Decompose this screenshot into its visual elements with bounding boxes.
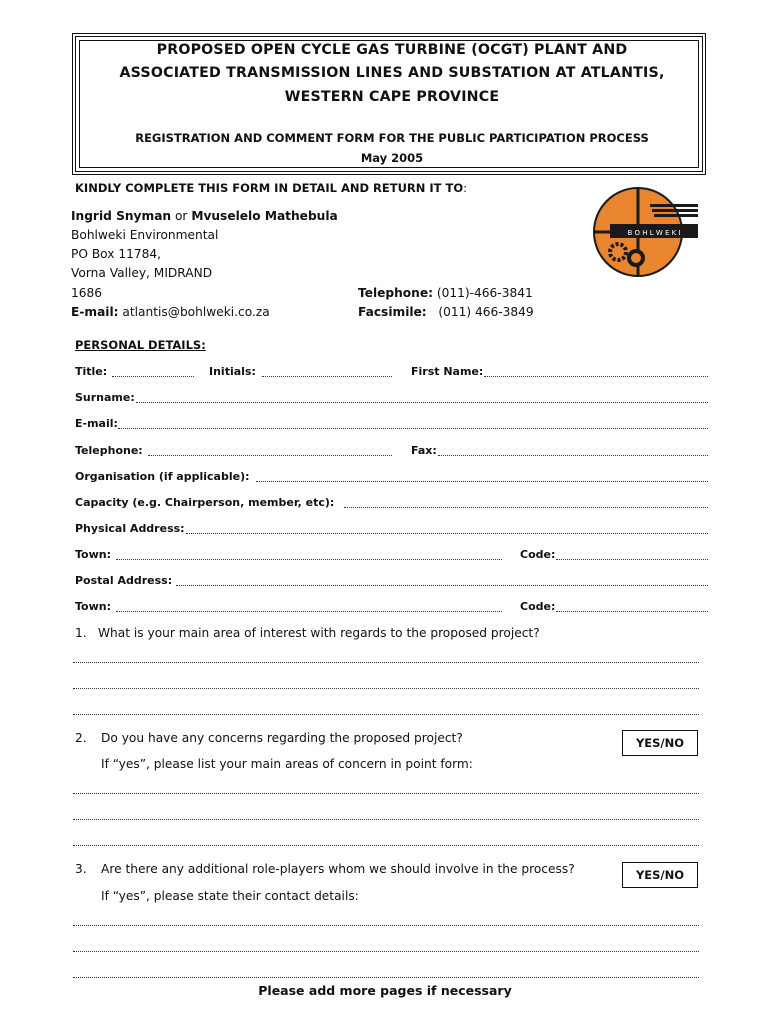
initials-label: Initials: [209, 365, 256, 378]
code-label: Code: [520, 548, 556, 561]
email-label: E-mail: [75, 417, 118, 430]
capacity-field[interactable] [344, 507, 708, 508]
contact-email-label: E-mail: [71, 305, 119, 319]
capacity-label: Capacity (e.g. Chairperson, member, etc): [75, 496, 335, 509]
answer-2-line-2[interactable] [73, 819, 699, 820]
contact-telephone: (011)-466-3841 [436, 286, 533, 300]
first-name-field[interactable] [484, 376, 708, 377]
contact-email[interactable]: atlantis@bohlweki.co.za [122, 305, 270, 319]
question-2: Do you have any concerns regarding the proposed project? [101, 731, 463, 745]
instruction-colon: : [463, 181, 468, 195]
postal-code-label: Code: [520, 600, 556, 613]
telephone-label: Telephone: [75, 444, 143, 457]
initials-field[interactable] [262, 376, 392, 377]
surname-field[interactable] [136, 402, 708, 403]
organisation-field[interactable] [256, 481, 708, 482]
town-field[interactable] [116, 559, 502, 560]
question-2-follow-up: If “yes”, please list your main areas of concern in point form: [101, 757, 473, 771]
question-2-number: 2. [75, 731, 87, 745]
postal-address-label: Postal Address: [75, 574, 173, 587]
contact-telephone-row [358, 286, 533, 300]
contact-postal-code: 1686 [71, 286, 103, 300]
question-1-number: 1. [75, 626, 87, 640]
physical-address-field[interactable] [186, 533, 708, 534]
answer-1-line-1[interactable] [73, 662, 699, 663]
contact-telephone-label: Telephone: [358, 286, 433, 300]
contact-email-row [71, 305, 270, 319]
surname-label: Surname: [75, 391, 135, 404]
fax-field[interactable] [438, 455, 708, 456]
physical-address-label: Physical Address: [75, 522, 185, 535]
instruction [75, 181, 467, 195]
contact-company: Bohlweki Environmental [71, 228, 219, 242]
postal-code-field[interactable] [556, 611, 708, 612]
title-line-1: PROPOSED OPEN CYCLE GAS TURBINE (OCGT) PLANT AND [156, 42, 628, 58]
fax-label: Fax: [411, 444, 437, 457]
answer-1-line-2[interactable] [73, 688, 699, 689]
postal-town-label: Town: [75, 600, 111, 613]
bohlweki-logo [592, 186, 704, 278]
answer-3-line-1[interactable] [73, 925, 699, 926]
organisation-label: Organisation (if applicable): [75, 470, 250, 483]
form-subtitle: REGISTRATION AND COMMENT FORM FOR THE PUBLIC PARTICIPATION PROCESS [135, 131, 649, 145]
postal-town-field[interactable] [116, 611, 502, 612]
postal-address-field[interactable] [176, 585, 708, 586]
first-name-label: First Name: [411, 365, 484, 378]
contact-fax-label: Facsimile: [358, 305, 427, 319]
logo-text: B O H L W E K I [627, 229, 681, 237]
answer-3-line-3[interactable] [73, 977, 699, 978]
question-3-number: 3. [75, 862, 87, 876]
question-3: Are there any additional role-players whom we should involve in the process? [101, 862, 575, 876]
contact-or: or [174, 209, 188, 223]
code-field[interactable] [556, 559, 708, 560]
email-field[interactable] [118, 428, 708, 429]
title-line-2: ASSOCIATED TRANSMISSION LINES AND SUBSTATION AT ATLANTIS, [119, 65, 665, 81]
footer-note: Please add more pages if necessary [258, 983, 512, 998]
question-3-yes-no[interactable]: YES/NO [622, 862, 698, 888]
personal-details-heading: PERSONAL DETAILS: [75, 338, 206, 352]
answer-3-line-2[interactable] [73, 951, 699, 952]
telephone-field[interactable] [148, 455, 392, 456]
contact-po-box: PO Box 11784, [71, 247, 161, 261]
contact-name-1: Ingrid Snyman [71, 209, 172, 223]
question-3-follow-up: If “yes”, please state their contact details: [101, 889, 359, 903]
answer-1-line-3[interactable] [73, 714, 699, 715]
contact-names [71, 209, 338, 223]
contact-name-2: Mvuselelo Mathebula [191, 209, 338, 223]
title-label: Title: [75, 365, 108, 378]
instruction-text: KINDLY COMPLETE THIS FORM IN DETAIL AND RETURN IT TO [75, 181, 464, 195]
title-field[interactable] [112, 376, 194, 377]
title-line-3: WESTERN CAPE PROVINCE [284, 89, 500, 105]
question-2-yes-no[interactable]: YES/NO [622, 730, 698, 756]
contact-fax: (011) 466-3849 [438, 305, 534, 319]
question-1: What is your main area of interest with regards to the proposed project? [98, 626, 540, 640]
contact-fax-row [358, 305, 534, 319]
answer-2-line-1[interactable] [73, 793, 699, 794]
answer-2-line-3[interactable] [73, 845, 699, 846]
contact-area: Vorna Valley, MIDRAND [71, 266, 213, 280]
form-date: May 2005 [360, 151, 424, 165]
town-label: Town: [75, 548, 111, 561]
